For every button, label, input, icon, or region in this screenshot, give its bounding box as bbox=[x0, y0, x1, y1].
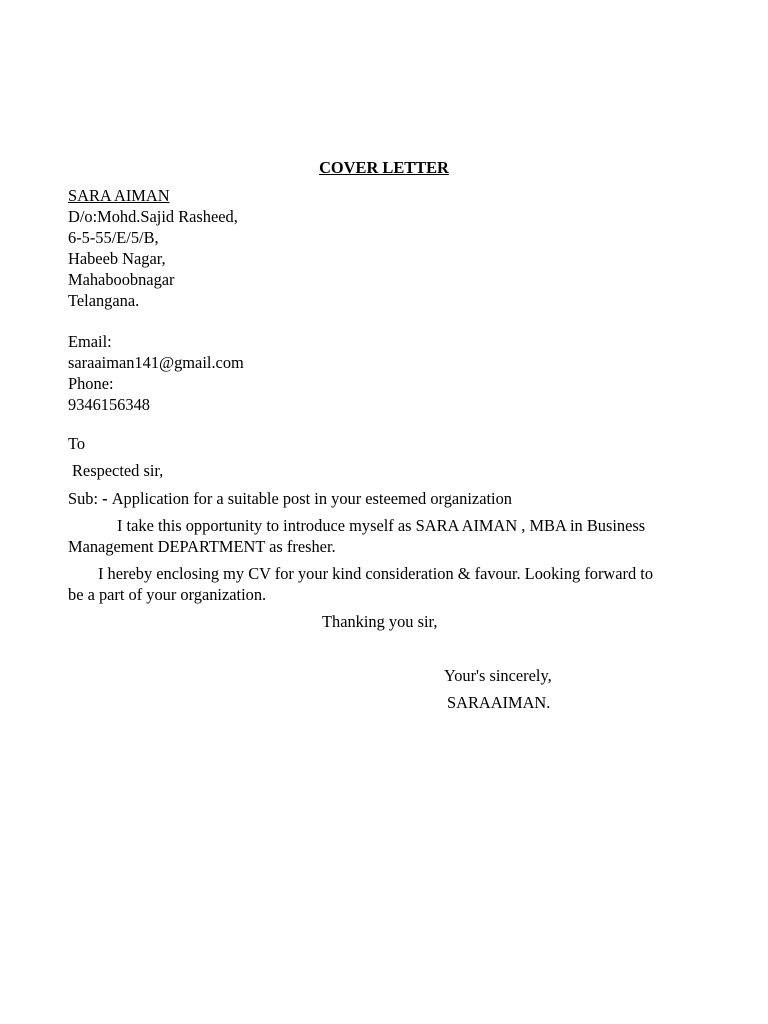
email-value: saraaiman141@gmail.com bbox=[68, 353, 244, 372]
paragraph-2-line-2: be a part of your organization. bbox=[68, 585, 267, 604]
address-line-4: Mahaboobnagar bbox=[68, 270, 175, 289]
subject-label: Sub: bbox=[68, 489, 99, 508]
email-label: Email: bbox=[68, 332, 112, 351]
address-line-5: Telangana. bbox=[68, 291, 140, 310]
subject-line bbox=[68, 489, 512, 509]
recipient-to: To bbox=[68, 434, 86, 453]
closing-line: Your's sincerely, bbox=[444, 666, 552, 685]
salutation: Respected sir, bbox=[72, 461, 164, 480]
phone-label: Phone: bbox=[68, 374, 114, 393]
address-line-2: 6-5-55/E/5/B, bbox=[68, 228, 159, 247]
paragraph-1-line-1: I take this opportunity to introduce myself as SARA AIMAN , MBA in Business bbox=[117, 516, 646, 535]
paragraph-2-line-1: I hereby enclosing my CV for your kind consideration & favour. Looking forward to bbox=[98, 564, 654, 583]
document-title: COVER LETTER bbox=[319, 158, 449, 177]
address-line-1: D/o:Mohd.Sajid Rasheed, bbox=[68, 207, 238, 226]
phone-value: 9346156348 bbox=[68, 395, 150, 414]
signature-name: SARAAIMAN. bbox=[447, 693, 551, 712]
subject-dash: - bbox=[98, 489, 112, 508]
sender-name: SARA AIMAN bbox=[68, 186, 170, 205]
thanks-line: Thanking you sir, bbox=[322, 612, 438, 631]
address-line-3: Habeeb Nagar, bbox=[68, 249, 166, 268]
paragraph-1-line-2: Management DEPARTMENT as fresher. bbox=[68, 537, 336, 556]
subject-text: Application for a suitable post in your esteemed organization bbox=[111, 489, 512, 508]
